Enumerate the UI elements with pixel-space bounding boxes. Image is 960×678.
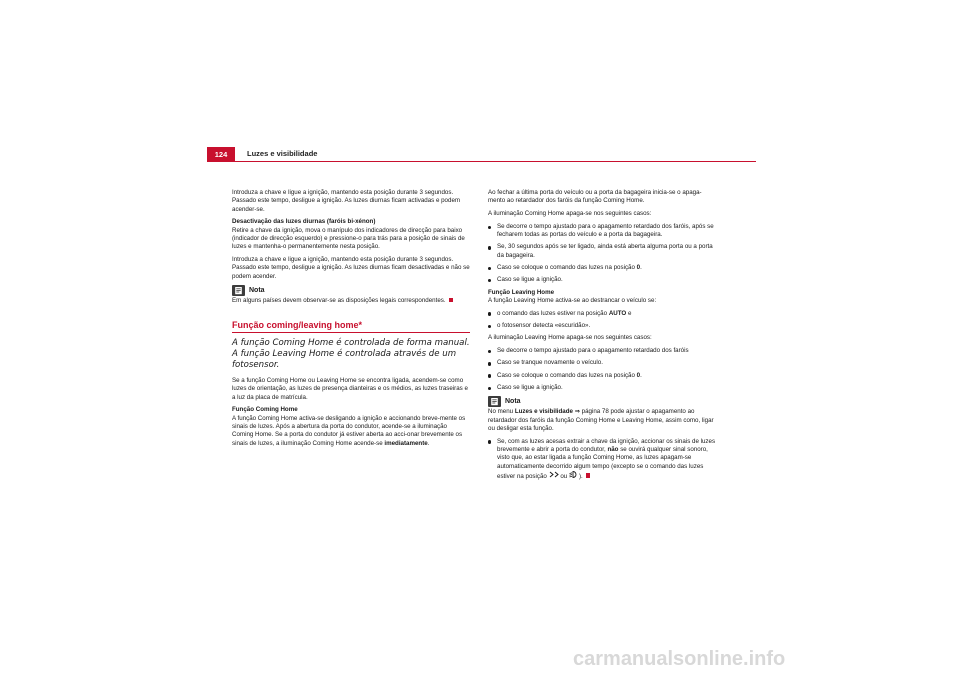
paragraph: A iluminação Leaving Home apaga-se nos seguintes casos: bbox=[488, 334, 652, 342]
list-item: o fotosensor detecta «escuridão». bbox=[488, 322, 716, 330]
note-header bbox=[488, 396, 716, 407]
light-switch-auto-icon: AUTO bbox=[608, 309, 627, 317]
list-item: Se, com as luzes acesas extrair a chave da ignição, accionar os sinais de luzes brevemente e abrir a porta do condutor, não se ouvirá qualquer sinal sonoro, visto que, ao estar ligada a função Coming Home, as luzes apagam-se automaticamente decorrido algum tempo (excepto se o comando das luzes estiver na posição ou ). bbox=[488, 438, 716, 481]
list-item: Caso se coloque o comando das luzes na posição 0. bbox=[488, 372, 716, 380]
subheading: Função Coming Home bbox=[232, 406, 298, 414]
list-item-text: Caso se coloque o comando das luzes na posição bbox=[497, 264, 635, 272]
list-item-text: o comando das luzes estiver na posição bbox=[497, 309, 608, 317]
paragraph: A função Leaving Home activa-se ao destrancar o veículo se: bbox=[488, 296, 657, 304]
paragraph: Ao fechar a última porta do veículo ou a porta da bagageira inicia-se o apaga-mento ao retardador dos faróis da função Coming Home. bbox=[488, 189, 702, 205]
section-title: Função coming/leaving home* bbox=[232, 321, 470, 333]
paragraph: Se a função Coming Home ou Leaving Home se encontra ligada, acendem-se como luzes de orientação, as luzes de presença dianteiras e os médios, as luzes traseiras e a luz da placa de matrícula. bbox=[232, 377, 468, 401]
note-text-part: No menu bbox=[488, 408, 514, 416]
parking-light-icon bbox=[549, 471, 559, 478]
paragraph-text: A função Coming Home activa-se desligando a ignição e accionando breve-mente os sinais de luzes. Após a abertura da porta do condutor, acende-se a iluminação Coming Home. Se a porta do condutor já estiver aberta ao acci-onar brevemente os sinais de luzes, a iluminação Coming Home acende-se bbox=[232, 414, 466, 447]
list-item: Caso se ligue a ignição. bbox=[488, 384, 716, 392]
paragraph: Retire a chave da ignição, mova o manípulo dos indicadores de direcção para baixo (indicador de direcção esquerdo) e pressione-o para trás para a posição de sinais de luzes e mantenha-o permanentemente nesta posição. bbox=[232, 226, 465, 251]
subheading: Função Leaving Home bbox=[488, 288, 555, 296]
note-text-part: se ouvirá qualquer sinal sonoro, visto que, ao estar ligada a função Coming Home, as luzes apagam-se automaticamente decorrido algum tempo (excepto se o comando das luzes estiver na posição bbox=[497, 446, 708, 480]
paragraph: A função Coming Home activa-se desligando a ignição e accionando breve-mente os sinais de luzes. Após a abertura da porta do condutor, acende-se a iluminação Coming Home. Se a porta do condutor já estiver aberta ao acci-onar brevemente os sinais de luzes, a iluminação Coming Home acende-se imediatamente. bbox=[232, 414, 466, 447]
right-column bbox=[488, 189, 716, 485]
note-title: Nota bbox=[249, 286, 265, 294]
note-text-part: ou bbox=[560, 472, 568, 480]
page-number: 124 bbox=[207, 147, 235, 162]
note-text bbox=[232, 297, 470, 305]
light-switch-zero-icon: 0 bbox=[636, 264, 641, 272]
note-text bbox=[488, 408, 716, 433]
emphasis-text: não bbox=[607, 446, 619, 454]
note-body: Em alguns países devem observar-se as disposições legais correspondentes. bbox=[232, 297, 446, 305]
low-beam-icon bbox=[569, 471, 579, 478]
emphasis-text: imediatamente bbox=[384, 439, 428, 447]
note-text-part: página 78 pode ajustar o apagamento ao retardador dos faróis da função Coming Home e Leaving Home, assim como, ligar ou desligar esta função. bbox=[488, 408, 714, 432]
list-item: Se decorre o tempo ajustado para o apagamento retardado dos faróis bbox=[488, 347, 716, 355]
subheading: Desactivação das luzes diurnas (faróis bi-xénon) bbox=[232, 218, 376, 226]
list-item: Caso se coloque o comando das luzes na posição 0. bbox=[488, 264, 716, 272]
list-item: Caso se tranque novamente o veículo. bbox=[488, 359, 716, 367]
list-item-text: Caso se coloque o comando das luzes na posição bbox=[497, 371, 635, 379]
page-header bbox=[207, 147, 756, 162]
note-title: Nota bbox=[505, 397, 521, 405]
end-of-section-icon bbox=[449, 298, 454, 303]
end-of-section-icon bbox=[586, 473, 591, 478]
note-text-part: Se, com as luzes acesas extrair a chave da ignição, accionar os sinais de luzes brevemente e abrir a porta do condutor, bbox=[497, 437, 716, 454]
list-item: Se, 30 segundos após se ter ligado, ainda está aberta alguma porta ou a porta da bagageira. bbox=[488, 243, 716, 260]
paragraph: Introduza a chave e ligue a ignição, mantendo esta posição durante 3 segundos. Passado este tempo, desligue a ignição. As luzes diurnas ficam desactivadas e não se podem acender. bbox=[232, 256, 470, 280]
light-switch-zero-icon: 0 bbox=[636, 371, 641, 379]
section-lead: A função Coming Home é controlada de forma manual. A função Leaving Home é controlada através de um fotosensor. bbox=[232, 338, 470, 371]
paragraph: Introduza a chave e ligue a ignição, mantendo esta posição durante 3 segundos. Passado este tempo, desligue a ignição. As luzes diurnas ficam activadas e podem acender-se. bbox=[232, 189, 461, 213]
watermark: carmanualsonline.info bbox=[573, 648, 786, 670]
list-item bbox=[488, 310, 716, 318]
menu-reference: Luzes e visibilidade bbox=[514, 408, 573, 416]
left-column bbox=[232, 189, 470, 452]
note-icon bbox=[488, 396, 501, 407]
paragraph: A iluminação Coming Home apaga-se nos seguintes casos: bbox=[488, 210, 652, 218]
list-item: Caso se ligue a ignição. bbox=[488, 276, 716, 284]
list-item: Se decorre o tempo ajustado para o apagamento retardado dos faróis, após se fecharem todas as portas do veículo e a porta da bagageira. bbox=[488, 223, 716, 240]
chapter-title: Luzes e visibilidade bbox=[247, 149, 318, 158]
note-icon bbox=[232, 285, 245, 296]
note-header bbox=[232, 285, 470, 296]
list-item-text: e bbox=[627, 309, 632, 317]
reference-arrow-icon: ⇒ bbox=[574, 408, 580, 416]
